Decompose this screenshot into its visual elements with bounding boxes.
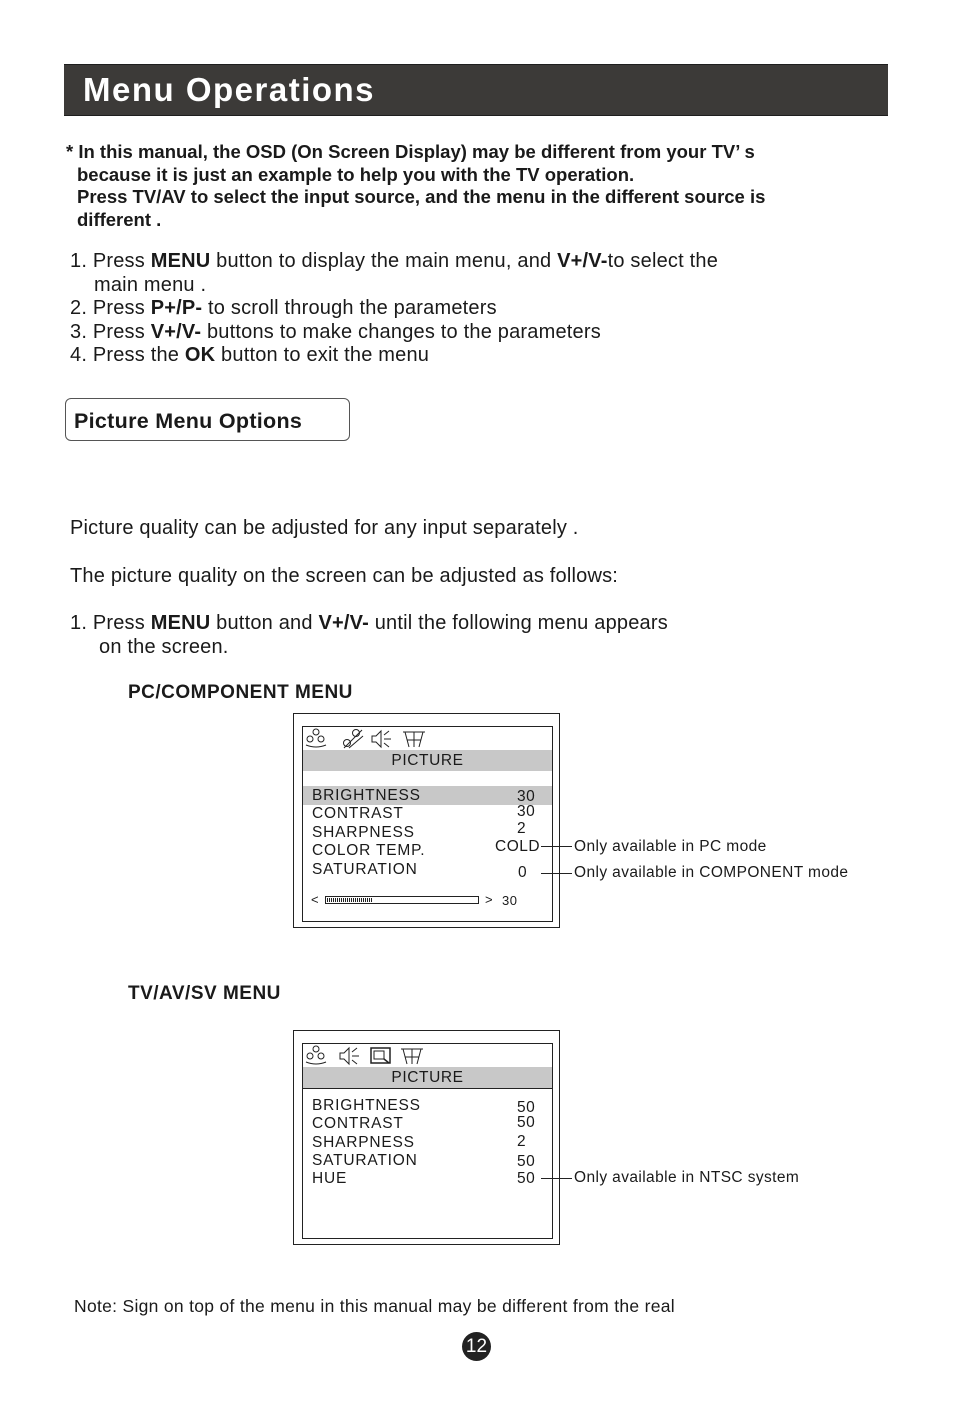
osd-item-value: 50 <box>517 1153 536 1170</box>
function-icon <box>401 728 427 750</box>
pc-mode-note: Only available in PC mode <box>574 838 767 855</box>
sound-icon <box>370 728 394 750</box>
title-bar <box>64 64 888 116</box>
osd-item-value: 30 <box>517 788 536 805</box>
intro-paragraph: Picture quality can be adjusted for any input separately . <box>70 517 579 539</box>
notice-line: because it is just an example to help you with the TV operation. <box>77 163 635 185</box>
slider-left-arrow-icon[interactable]: < <box>311 892 319 907</box>
step-text: 2. Press <box>70 297 151 319</box>
picture-icon <box>304 1045 328 1067</box>
page-number-badge: 12 <box>462 1332 491 1361</box>
osd-item-value: 0 <box>518 864 528 881</box>
osd-item-label[interactable]: COLOR TEMP. <box>312 842 426 859</box>
step-1 <box>70 250 718 274</box>
footer-note: Note: Sign on top of the menu in this manual may be different from the real <box>74 1296 675 1316</box>
step-3 <box>70 321 718 345</box>
step-text: 3. Press <box>70 320 151 343</box>
value-slider[interactable] <box>325 896 479 904</box>
step-text: button to exit the menu <box>215 344 430 366</box>
notice-text <box>66 141 906 231</box>
sound-icon <box>338 1045 362 1067</box>
step-text: to select the <box>607 250 719 272</box>
step-text: 4. Press the <box>70 344 185 366</box>
section-title: Picture Menu Options <box>74 409 303 433</box>
osd-title-band: PICTURE <box>303 1067 552 1088</box>
osd-item-label[interactable]: BRIGHTNESS <box>312 1097 421 1114</box>
tools-icon <box>341 728 365 750</box>
leader-line <box>541 846 572 847</box>
function-icon <box>399 1045 425 1067</box>
notice-line: * In this manual, the OSD (On Screen Display) may be different from your TV’ s <box>66 141 755 162</box>
step-4 <box>70 344 718 368</box>
osd-divider <box>303 1088 552 1094</box>
slider-right-arrow-icon[interactable]: > <box>485 892 493 907</box>
step-1-continued: main menu . <box>94 273 207 296</box>
osd-item-label[interactable]: CONTRAST <box>312 1115 404 1132</box>
step-text: buttons to make changes to the parameters <box>201 320 601 343</box>
osd-item-value: 30 <box>517 803 536 820</box>
key-label: V+/V- <box>318 612 369 634</box>
osd-item-value: 50 <box>517 1114 536 1131</box>
key-label: MENU <box>150 612 211 634</box>
osd-item-label[interactable]: SHARPNESS <box>312 1134 415 1151</box>
osd-item-label[interactable]: SATURATION <box>312 1152 418 1169</box>
osd-item-label[interactable]: SHARPNESS <box>312 824 415 841</box>
leader-line <box>541 873 572 874</box>
tv-menu-heading: TV/AV/SV MENU <box>128 983 281 1004</box>
osd-item-label[interactable]: SATURATION <box>312 861 418 878</box>
step-text: 1. Press <box>70 250 151 272</box>
osd-item-value: COLD <box>495 838 541 855</box>
step-2 <box>70 297 718 321</box>
key-label: MENU <box>150 250 211 272</box>
picture-icon <box>304 728 328 750</box>
notice-line: Press TV/AV to select the input source, and the menu in the different source is <box>77 186 766 207</box>
screen-icon <box>369 1045 393 1067</box>
step-text: button and <box>210 612 319 634</box>
tv-menu-osd <box>293 1030 560 1245</box>
key-label: V+/V- <box>150 320 202 343</box>
pc-menu-heading: PC/COMPONENT MENU <box>128 682 353 703</box>
ntsc-system-note: Only available in NTSC system <box>574 1169 800 1186</box>
leader-line <box>541 1178 572 1179</box>
component-mode-note: Only available in COMPONENT mode <box>574 864 849 881</box>
intro-step-continued: on the screen. <box>99 636 229 658</box>
key-label: P+/P- <box>150 297 203 319</box>
page-title: Menu Operations <box>83 71 376 108</box>
intro-step <box>70 612 668 635</box>
step-text: to scroll through the parameters <box>202 297 497 319</box>
slider-fill <box>327 898 372 902</box>
step-text: button to display the main menu, and <box>210 250 558 272</box>
osd-item-value: 50 <box>517 1099 536 1116</box>
key-label: V+/V- <box>557 250 608 272</box>
operation-steps <box>70 250 718 368</box>
osd-item-label[interactable]: HUE <box>312 1170 348 1187</box>
osd-item-value: 2 <box>517 1133 527 1150</box>
notice-line: different . <box>77 208 162 230</box>
step-text: 1. Press <box>70 612 151 634</box>
osd-item-label[interactable]: CONTRAST <box>312 805 404 822</box>
step-text: until the following menu appears <box>368 612 668 634</box>
osd-item-value: 50 <box>517 1170 536 1187</box>
osd-item-value: 2 <box>517 820 527 837</box>
key-label: OK <box>184 344 216 366</box>
pc-menu-osd <box>293 713 560 928</box>
slider-value: 30 <box>502 893 518 908</box>
intro-paragraph: The picture quality on the screen can be adjusted as follows: <box>70 565 619 587</box>
section-heading-box <box>65 398 350 441</box>
osd-item-label[interactable]: BRIGHTNESS <box>312 787 421 804</box>
osd-title-band: PICTURE <box>303 750 552 771</box>
